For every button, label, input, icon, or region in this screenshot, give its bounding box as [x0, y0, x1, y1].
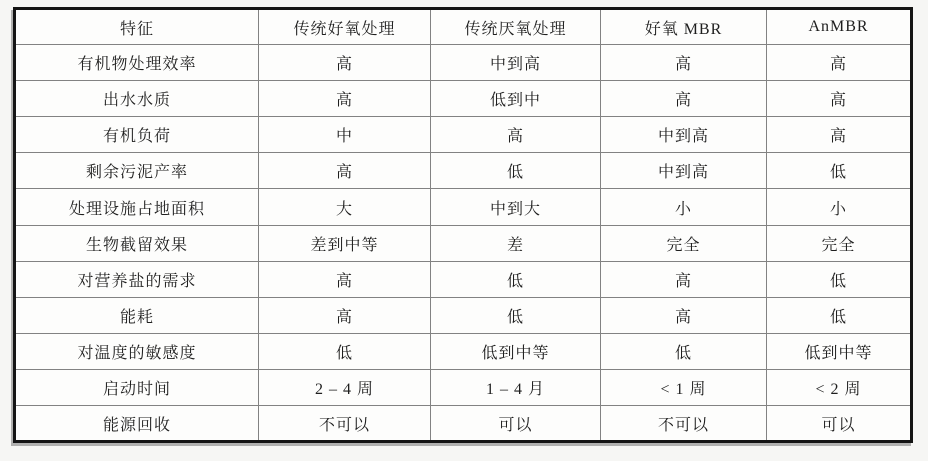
cell-value: 2 – 4 周	[259, 369, 431, 405]
cell-value: 不可以	[259, 406, 431, 442]
cell-value: 低	[601, 333, 767, 369]
table-row	[15, 189, 912, 225]
header-row	[15, 9, 912, 45]
cell-value: 高	[601, 45, 767, 81]
cell-value: 低	[767, 261, 912, 297]
cell-value: 1 – 4 月	[431, 369, 601, 405]
cell-value: 中到高	[431, 45, 601, 81]
row-feature-label: 启动时间	[15, 369, 259, 405]
cell-value: 低到中等	[767, 333, 912, 369]
column-header: 传统厌氧处理	[431, 9, 601, 45]
cell-value: 高	[431, 117, 601, 153]
treatment-comparison-table	[13, 7, 913, 443]
cell-value: 高	[601, 81, 767, 117]
cell-value: 中	[259, 117, 431, 153]
cell-value: 中到大	[431, 189, 601, 225]
row-feature-label: 生物截留效果	[15, 225, 259, 261]
cell-value: 低到中	[431, 81, 601, 117]
table-row	[15, 81, 912, 117]
row-feature-label: 出水水质	[15, 81, 259, 117]
cell-value: 差到中等	[259, 225, 431, 261]
cell-value: 低	[431, 297, 601, 333]
cell-value: 中到高	[601, 117, 767, 153]
row-feature-label: 处理设施占地面积	[15, 189, 259, 225]
cell-value: 大	[259, 189, 431, 225]
row-feature-label: 能耗	[15, 297, 259, 333]
column-header: 传统好氧处理	[259, 9, 431, 45]
cell-value: 差	[431, 225, 601, 261]
cell-value: 高	[767, 81, 912, 117]
table-row	[15, 369, 912, 405]
cell-value: 高	[259, 261, 431, 297]
cell-value: 完全	[601, 225, 767, 261]
cell-value: 低	[431, 153, 601, 189]
column-header: 特征	[15, 9, 259, 45]
cell-value: 低	[431, 261, 601, 297]
cell-value: 高	[601, 261, 767, 297]
cell-value: < 2 周	[767, 369, 912, 405]
cell-value: 小	[601, 189, 767, 225]
row-feature-label: 对温度的敏感度	[15, 333, 259, 369]
cell-value: 低	[767, 297, 912, 333]
cell-value: 可以	[767, 406, 912, 442]
cell-value: 中到高	[601, 153, 767, 189]
cell-value: < 1 周	[601, 369, 767, 405]
table-row	[15, 406, 912, 442]
cell-value: 不可以	[601, 406, 767, 442]
table-row	[15, 45, 912, 81]
cell-value: 可以	[431, 406, 601, 442]
table-row	[15, 261, 912, 297]
table-row	[15, 225, 912, 261]
cell-value: 完全	[767, 225, 912, 261]
column-header: 好氧 MBR	[601, 9, 767, 45]
cell-value: 高	[259, 153, 431, 189]
row-feature-label: 有机负荷	[15, 117, 259, 153]
cell-value: 高	[259, 81, 431, 117]
cell-value: 高	[767, 117, 912, 153]
row-feature-label: 剩余污泥产率	[15, 153, 259, 189]
cell-value: 低	[767, 153, 912, 189]
table-row	[15, 297, 912, 333]
cell-value: 低到中等	[431, 333, 601, 369]
table-row	[15, 117, 912, 153]
cell-value: 高	[601, 297, 767, 333]
row-feature-label: 对营养盐的需求	[15, 261, 259, 297]
row-feature-label: 能源回收	[15, 406, 259, 442]
cell-value: 高	[259, 45, 431, 81]
cell-value: 高	[259, 297, 431, 333]
column-header: AnMBR	[767, 9, 912, 45]
table-row	[15, 333, 912, 369]
cell-value: 小	[767, 189, 912, 225]
row-feature-label: 有机物处理效率	[15, 45, 259, 81]
cell-value: 低	[259, 333, 431, 369]
cell-value: 高	[767, 45, 912, 81]
table-row	[15, 153, 912, 189]
